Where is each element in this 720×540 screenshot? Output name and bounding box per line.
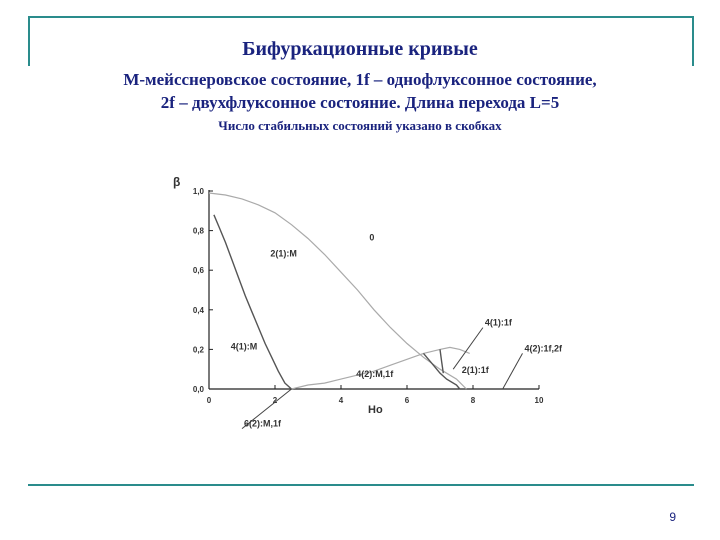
- slide-title: Бифуркационные кривые: [242, 38, 478, 60]
- annotation-label: 4(1):1f: [484, 317, 512, 328]
- subtitle-line-2: 2f – двухфлуксонное состояние. Длина перехода L=5: [160, 93, 560, 112]
- chart-labels: [231, 232, 563, 428]
- annotation-arrow: [503, 353, 523, 389]
- page-number: 9: [669, 510, 676, 524]
- annotation-label: 2(1):1f: [461, 365, 489, 376]
- y-tick-label: 0,6: [192, 266, 204, 276]
- annotation-label: 4(2):1f,2f: [524, 343, 563, 354]
- annotation-label: 6(2):M,1f: [244, 418, 282, 429]
- x-tick-label: 6: [404, 396, 410, 405]
- curve-1: [214, 215, 295, 389]
- y-tick-label: 0,2: [192, 345, 204, 355]
- y-tick-label: 0,4: [192, 305, 204, 315]
- y-tick-label: 0,0: [192, 385, 204, 394]
- slide-note: Число стабильных состояний указано в скобках: [218, 118, 502, 133]
- chart-axes: [209, 190, 539, 389]
- y-tick-label: 0,8: [192, 226, 204, 236]
- y-tick-label: 1,0: [192, 187, 204, 196]
- x-axis-label: Ho: [368, 404, 383, 416]
- chart-curves: [209, 193, 470, 389]
- x-tick-label: 2: [272, 396, 278, 405]
- annotation-label: 4(1):M: [230, 341, 258, 352]
- y-axis-label: β: [173, 175, 181, 189]
- x-tick-label: 0: [206, 396, 212, 405]
- subtitle-line-1: М-мейсснеровское состояние, 1f – однофлуксонное состояние,: [123, 70, 597, 89]
- annotation-label: 4(2):M,1f: [356, 369, 394, 380]
- annotation-label: 0: [369, 232, 375, 243]
- x-tick-label: 4: [338, 396, 344, 405]
- x-tick-label: 8: [470, 396, 476, 405]
- x-tick-label: 10: [534, 396, 544, 405]
- annotation-label: 2(1):M: [270, 248, 297, 259]
